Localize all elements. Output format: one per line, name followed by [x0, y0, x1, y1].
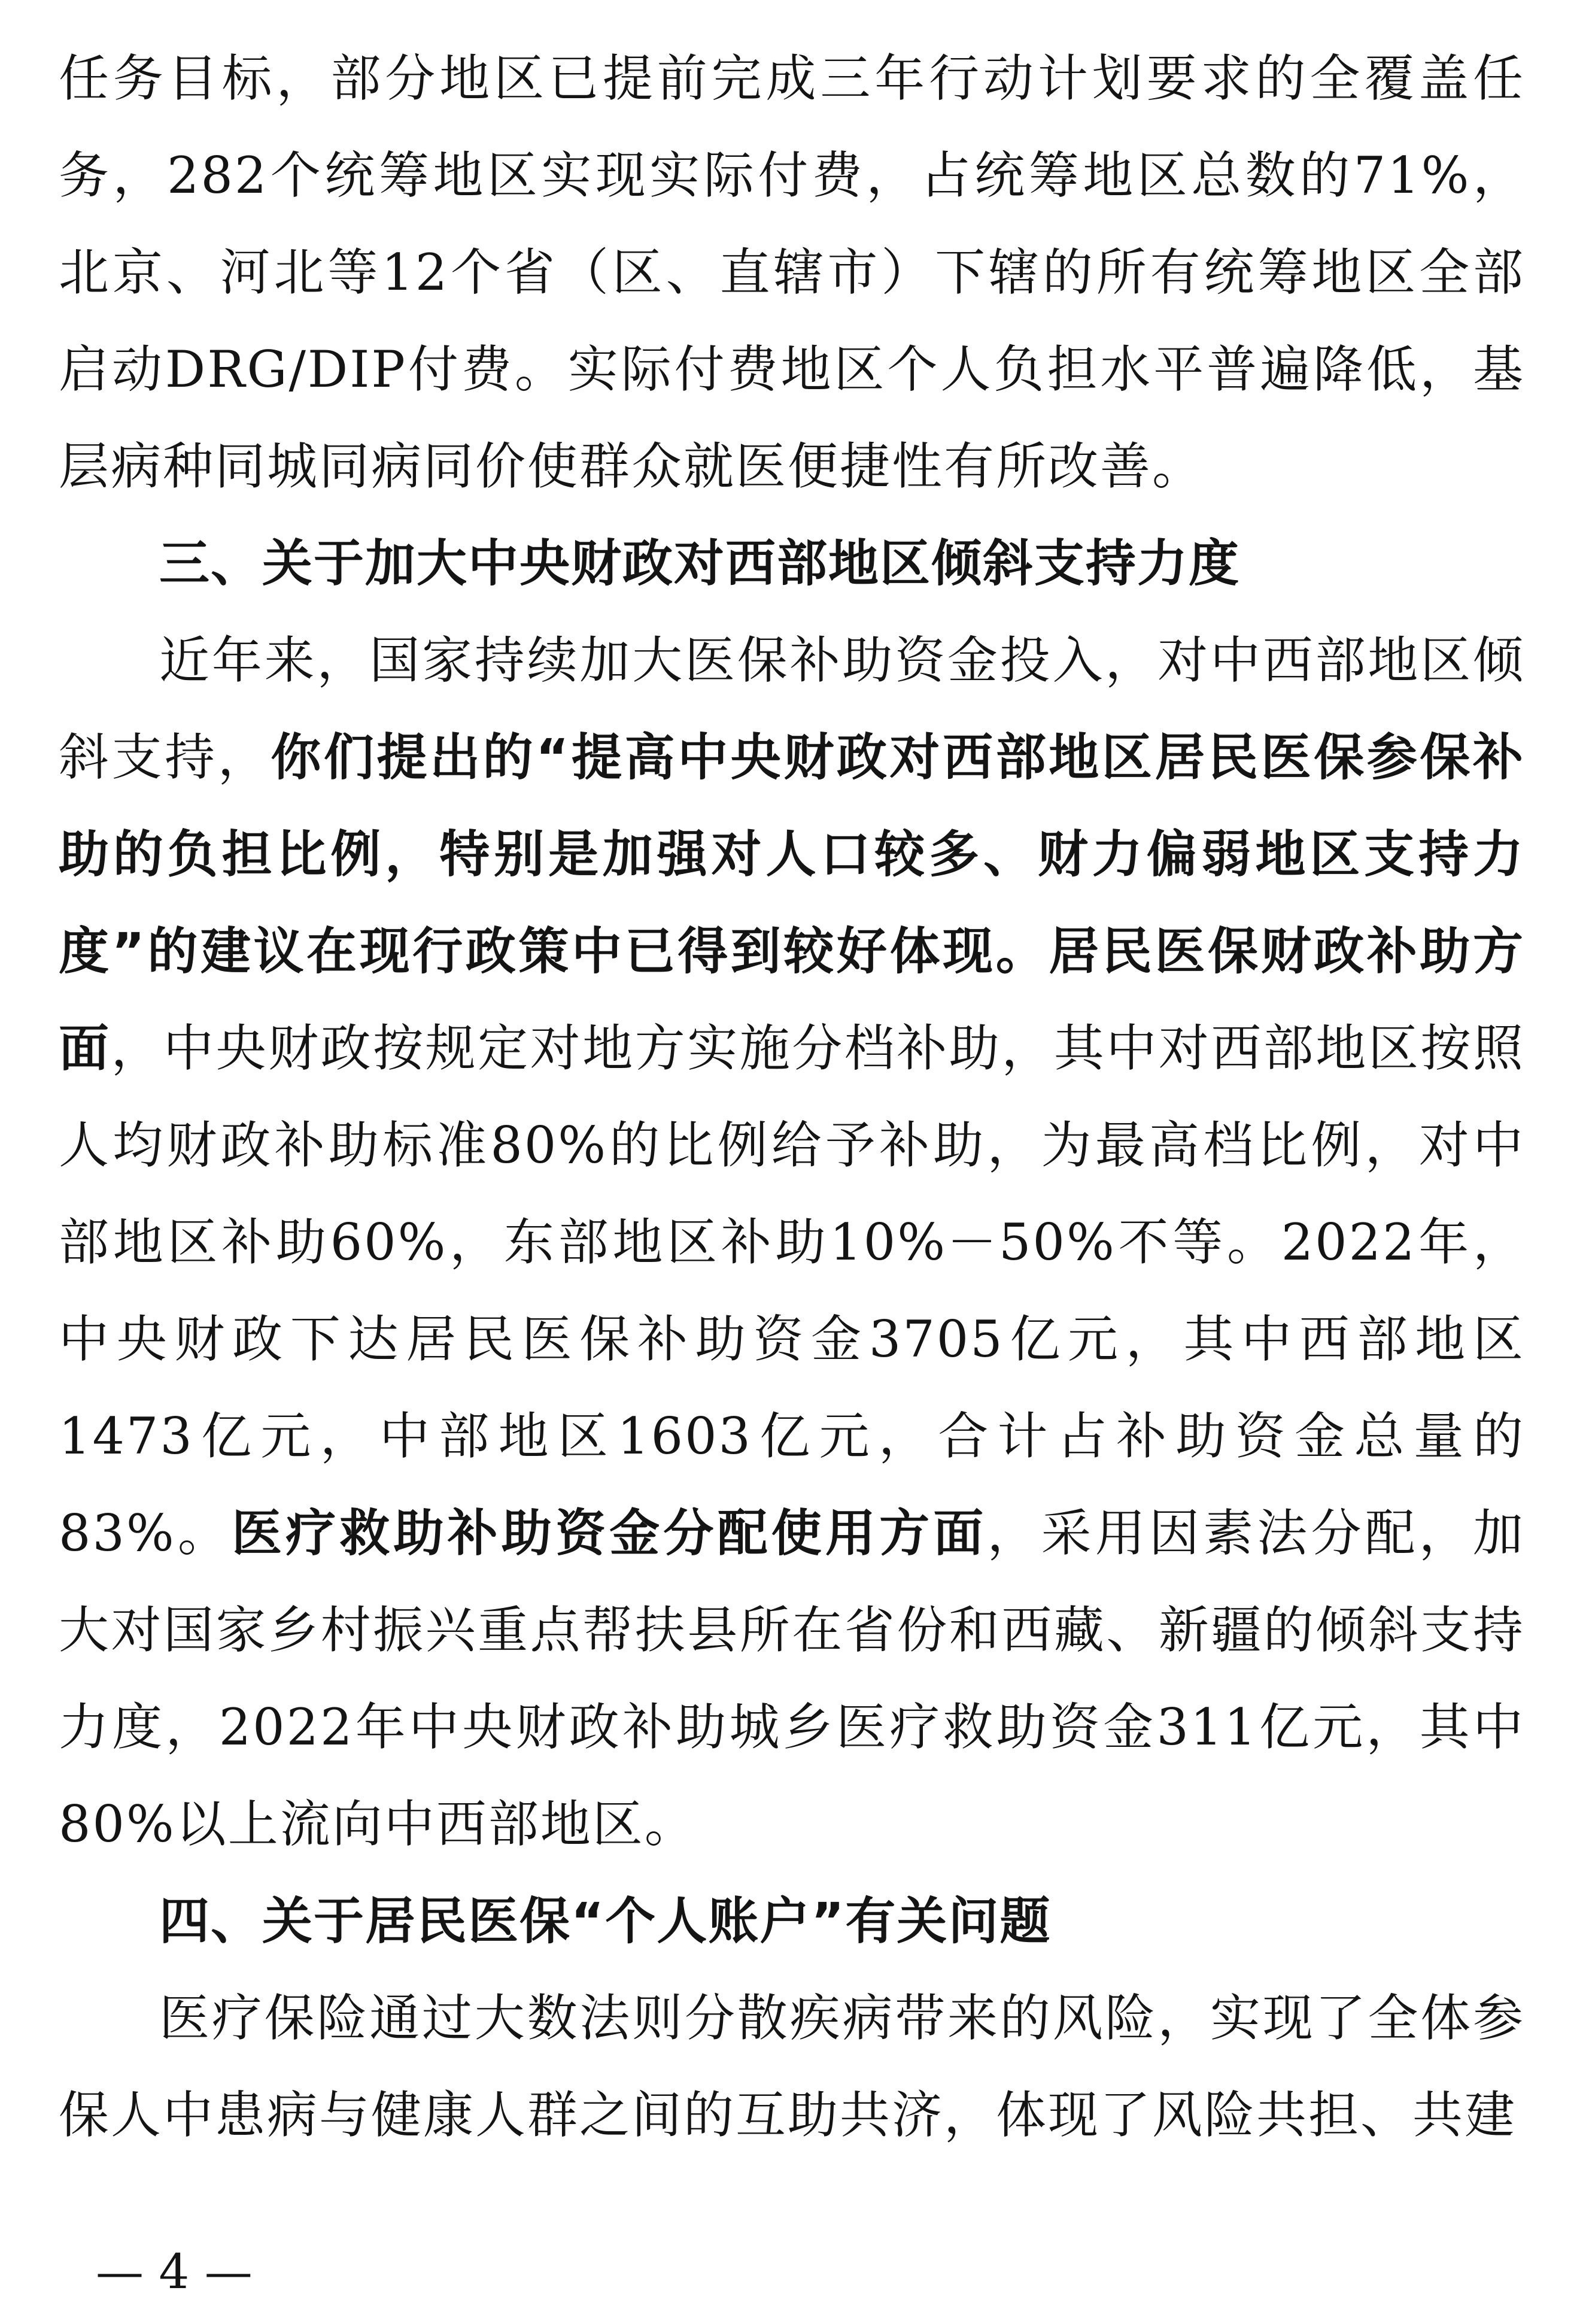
section-heading-4: 四、关于居民医保“个人账户”有关问题 [159, 1892, 1052, 1950]
paragraph-drg-dip-payment: 任务目标，部分地区已提前完成三年行动计划要求的全覆盖任务，282个统筹地区实现实际付费，占统筹地区总数的71%，北京、河北等12个省（区、直辖市）下辖的所有统筹地区全部启动DRG/DIP付费。实际付费地区个人负担水平普遍降低，基层病种同城同病同价使群众就医便捷性有所改善。 [59, 49, 1525, 496]
page-number: — 4 — [96, 2244, 253, 2299]
paragraph-text: 近年来，国家持续加大医保补助资金投入，对中西部地区倾斜支持， [59, 631, 1525, 787]
paragraph-central-finance-support [59, 612, 1525, 1873]
bold-text: 医疗救助补助资金分配使用方面 [232, 1504, 988, 1563]
paragraph-text: ，中央财政按规定对地方实施分档补助，其中对西部地区按照人均财政补助标准80%的比例给予补助，为最高档比例，对中部地区补助60%，东部地区补助10%－50%不等。2022年，中央财政下达居民医保补助资金3705亿元，其中西部地区1473亿元，中部地区1603亿元，合计占补助资金总量的83%。 [59, 1019, 1525, 1563]
paragraph-text: ，采用因素法分配，加大对国家乡村振兴重点帮扶县所在省份和西藏、新疆的倾斜支持力度，2022年中央财政补助城乡医疗救助资金311亿元，其中80%以上流向中西部地区。 [59, 1504, 1525, 1853]
bold-text: 你们提出的“提高中央财政对西部地区居民医保参保补助的负担比例，特别是加强对人口较多、财力偏弱地区支持力度”的建议在现行政策中已得到较好体现。居民医保财政补助方面 [59, 728, 1525, 1078]
section-heading-3: 三、关于加大中央财政对西部地区倾斜支持力度 [159, 534, 1241, 593]
document-body [59, 30, 1525, 2164]
paragraph-medical-insurance-risk: 医疗保险通过大数法则分散疾病带来的风险，实现了全体参保人中患病与健康人群之间的互助共济，体现了风险共担、共建 [59, 1989, 1525, 2144]
